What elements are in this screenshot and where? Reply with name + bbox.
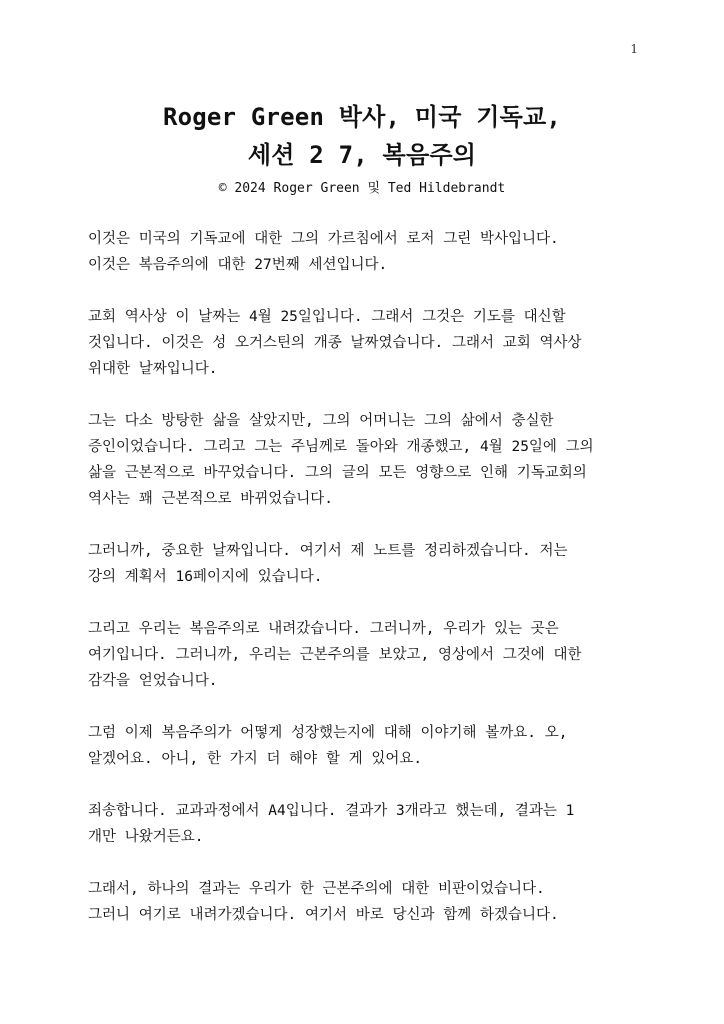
paragraph-4 [88,538,636,590]
paragraph-line: 증인이었습니다. 그리고 그는 주님께로 돌아와 개종했고, 4월 25일에 그의 [88,439,594,455]
document-body [88,226,636,954]
copyright-notice: © 2024 Roger Green 및 Ted Hildebrandt [218,181,506,196]
paragraph-1 [88,226,636,278]
page-number: 1 [630,42,638,56]
paragraph-line: 여기입니다. 그러니까, 우리는 근본주의를 보았고, 영상에서 그것에 대한 [88,647,582,663]
paragraph-line: 그럼 이제 복음주의가 어떻게 성장했는지에 대해 이야기해 볼까요. 오, [88,725,568,741]
paragraph-line: 감각을 얻었습니다. [88,673,218,689]
paragraph-line: 것입니다. 이것은 성 오거스틴의 개종 날짜였습니다. 그래서 교회 역사상 [88,335,582,351]
paragraph-3 [88,408,636,512]
paragraph-line: 알겠어요. 아니, 한 가지 더 해야 할 게 있어요. [88,751,423,767]
paragraph-line: 개만 나왔거든요. [88,829,204,845]
paragraph-line: 삶을 근본적으로 바꾸었습니다. 그의 글의 모든 영향으로 인해 기독교회의 [88,465,587,481]
paragraph-line: 그리고 우리는 복음주의로 내려갔습니다. 그러니까, 우리가 있는 곳은 [88,621,559,637]
paragraph-line: 그러니까, 중요한 날짜입니다. 여기서 제 노트를 정리하겠습니다. 저는 [88,543,568,559]
paragraph-6 [88,720,636,772]
paragraph-5 [88,616,636,694]
paragraph-line: 그는 다소 방탕한 삶을 살았지만, 그의 어머니는 그의 삶에서 충실한 [88,413,554,429]
paragraph-line: 이것은 미국의 기독교에 대한 그의 가르침에서 로저 그린 박사입니다. [88,231,559,247]
title-block [0,98,724,198]
paragraph-line: 강의 계획서 16페이지에 있습니다. [88,569,323,585]
paragraph-2 [88,304,636,382]
title-line-1: Roger Green 박사, 미국 기독교, [162,103,562,131]
paragraph-line: 죄송합니다. 교과과정에서 A4입니다. 결과가 3개라고 했는데, 결과는 1 [88,803,575,819]
paragraph-7 [88,798,636,850]
title-line-2: 세션 2 7, 복음주의 [247,141,477,169]
paragraph-line: 위대한 날짜입니다. [88,361,218,377]
paragraph-line: 역사는 꽤 근본적으로 바뀌었습니다. [88,491,334,507]
paragraph-line: 그러니 여기로 내려가겠습니다. 여기서 바로 당신과 함께 하겠습니다. [88,907,559,923]
paragraph-line: 교회 역사상 이 날짜는 4월 25일입니다. 그래서 그것은 기도를 대신할 [88,309,566,325]
paragraph-8 [88,876,636,928]
paragraph-line: 이것은 복음주의에 대한 27번째 세션입니다. [88,257,388,273]
paragraph-line: 그래서, 하나의 결과는 우리가 한 근본주의에 대한 비판이었습니다. [88,881,545,897]
